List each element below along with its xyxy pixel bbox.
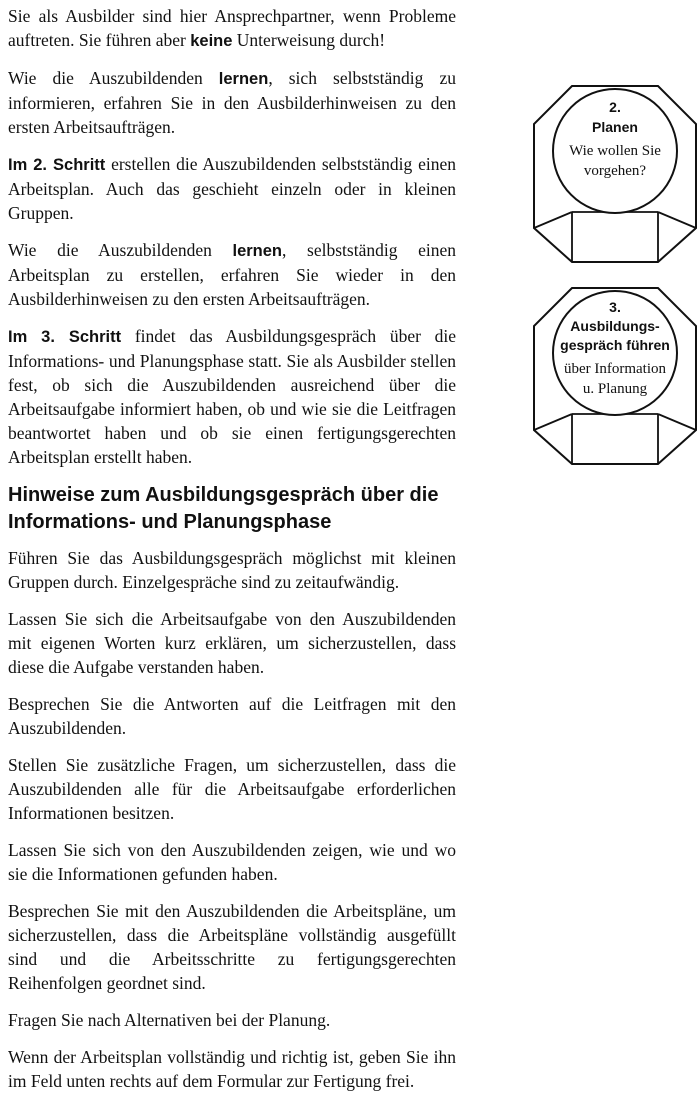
step-subtitle-line-1: Wie wollen Sie xyxy=(569,143,661,159)
hint-paragraph-3: Besprechen Sie die Antworten auf die Leitfragen mit den Auszubildenden. xyxy=(8,694,456,738)
hint-paragraph-6: Besprechen Sie mit den Auszubildenden die Arbeitspläne, um sicherzustellen, dass die Arbeitspläne vollständig ausgefüllt sind und die Arbeitsschritte zu fertigungsgerechten Reihenfolgen geordnet sind. xyxy=(8,901,456,993)
step-number: 2. xyxy=(609,99,621,115)
text-column xyxy=(8,4,456,1106)
step-2-nut-graphic xyxy=(532,84,698,264)
paragraph-4: Wie die Auszubildenden lernen, selbstständig einen Arbeitsplan zu erstellen, erfahren Sie wieder in den Ausbilderhinweisen zu den ersten Arbeitsaufträgen. xyxy=(8,240,456,309)
paragraph-2: Wie die Auszubildenden lernen, sich selbstständig zu informieren, erfahren Sie in den Ausbilderhinweisen zu den ersten Arbeitsaufträgen. xyxy=(8,68,456,137)
step-subtitle-line-2: u. Planung xyxy=(582,381,648,397)
step-title-line-2: gespräch führen xyxy=(560,337,670,353)
step-subtitle-line-1: über Information xyxy=(563,361,667,377)
step-subtitle-line-2: vorgehen? xyxy=(583,163,647,179)
hint-paragraph-7: Fragen Sie nach Alternativen bei der Planung. xyxy=(8,1010,331,1030)
step-3-nut-graphic xyxy=(532,286,698,466)
hint-paragraph-5: Lassen Sie sich von den Auszubildenden zeigen, wie und wo sie die Informationen gefunden haben. xyxy=(8,840,456,884)
step-number: 3. xyxy=(609,299,621,315)
hint-paragraph-8: Wenn der Arbeitsplan vollständig und richtig ist, geben Sie ihn im Feld unten rechts auf dem Formular zur Fertigung frei. xyxy=(8,1047,456,1091)
paragraph-3: Im 2. Schritt erstellen die Auszubildenden selbstständig einen Arbeitsplan. Auch das geschieht einzeln oder in kleinen Gruppen. xyxy=(8,154,456,223)
hint-paragraph-4: Stellen Sie zusätzliche Fragen, um sicherzustellen, dass die Auszubildenden alle für die Arbeitsaufgabe erforderlichen Informationen besitzen. xyxy=(8,755,456,823)
paragraph-5: Im 3. Schritt findet das Ausbildungsgespräch über die Informations- und Planungsphase statt. Sie als Ausbilder stellen fest, ob sich die Auszubildenden ausreichend über die Arbeitsaufgabe informiert haben, ob und wie sie die Leitfragen beantwortet haben und ob sie einen fertigungsgerechten Arbeitsplan erstellt haben. xyxy=(8,326,457,467)
hint-paragraph-1: Führen Sie das Ausbildungsgespräch möglichst mit kleinen Gruppen durch. Einzelgespräche sind zu zeitaufwändig. xyxy=(8,548,456,592)
hint-paragraph-2: Lassen Sie sich die Arbeitsaufgabe von den Auszubildenden mit eigenen Worten kurz erklären, um sicherzustellen, dass diese die Aufgabe verstanden haben. xyxy=(8,609,456,677)
step-title: Planen xyxy=(592,119,638,135)
step-title-line-1: Ausbildungs- xyxy=(570,318,660,334)
section-heading: Hinweise zum Ausbildungsgespräch über die Informations- und Planungsphase xyxy=(8,484,439,533)
paragraph-1: Sie als Ausbilder sind hier Ansprechpartner, wenn Probleme auftreten. Sie führen aber keine Unterweisung durch! xyxy=(8,6,456,50)
